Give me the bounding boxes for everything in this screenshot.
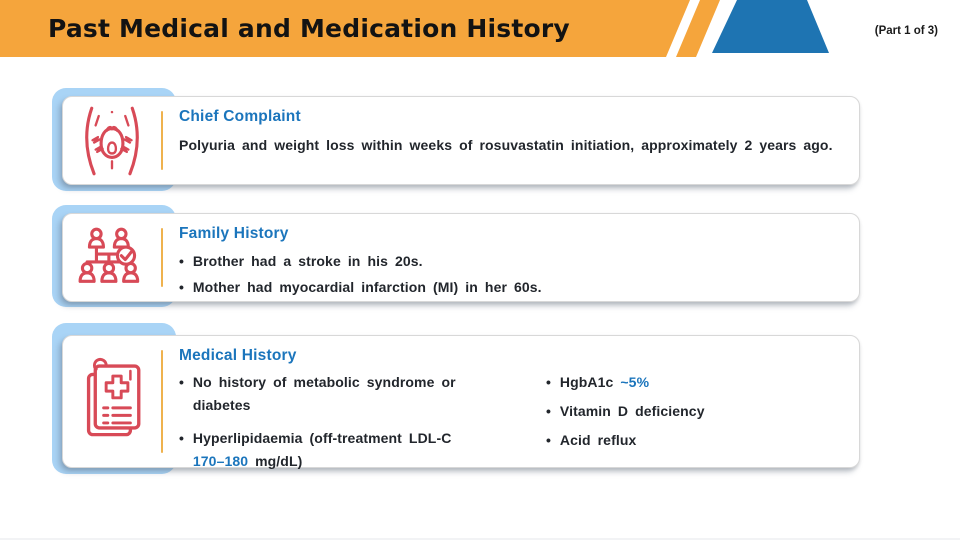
family-history-list bbox=[179, 248, 839, 300]
text-pre: No history of metabolic syndrome or diabetes bbox=[192, 374, 456, 413]
card-content bbox=[163, 214, 859, 301]
family-history-card bbox=[62, 213, 860, 302]
card-icon-zone bbox=[63, 336, 161, 467]
family-tree-icon bbox=[73, 223, 151, 293]
card-heading: Medical History bbox=[179, 347, 297, 364]
bullet-marker: • bbox=[546, 432, 551, 448]
list-item bbox=[179, 248, 839, 274]
list-item bbox=[179, 274, 839, 300]
list-item bbox=[546, 400, 839, 423]
list-item bbox=[179, 371, 546, 417]
list-item-text bbox=[193, 427, 465, 473]
bullet-marker: • bbox=[179, 430, 184, 446]
list-item bbox=[179, 427, 546, 473]
card-content bbox=[163, 97, 859, 184]
text-post: mg/dL) bbox=[248, 453, 303, 469]
highlight-value: ~5% bbox=[620, 374, 650, 390]
medical-history-right-column bbox=[546, 371, 839, 483]
list-item-text bbox=[560, 371, 649, 394]
list-item-text bbox=[560, 400, 705, 423]
text-pre: Vitamin D deficiency bbox=[559, 403, 705, 419]
header bbox=[0, 0, 960, 57]
list-item-text bbox=[560, 429, 636, 452]
bullet-marker: • bbox=[179, 374, 184, 390]
medical-report-icon bbox=[70, 356, 154, 448]
bullet-marker: • bbox=[179, 253, 184, 269]
bullet-marker: • bbox=[546, 374, 551, 390]
bullet-marker: • bbox=[546, 403, 551, 419]
list-item-text: Brother had a stroke in his 20s. bbox=[192, 253, 423, 269]
text-pre: Hyperlipidaemia (off-treatment LDL-C bbox=[192, 430, 452, 446]
page-title: Past Medical and Medication History bbox=[48, 14, 570, 43]
text-pre: HgbA1c bbox=[559, 374, 621, 390]
list-item bbox=[546, 371, 839, 394]
chief-complaint-card bbox=[62, 96, 860, 185]
bladder-pelvis-icon bbox=[73, 102, 151, 180]
bullet-marker: • bbox=[179, 279, 184, 295]
text-pre: Acid reflux bbox=[559, 432, 637, 448]
highlight-value: 170–180 bbox=[192, 453, 249, 469]
medical-history-card bbox=[62, 335, 860, 468]
list-item-text: Mother had myocardial infarction (MI) in her 60s. bbox=[192, 279, 542, 295]
card-icon-zone bbox=[63, 97, 161, 184]
part-indicator: (Part 1 of 3) bbox=[874, 25, 938, 37]
medical-history-left-column bbox=[179, 371, 546, 483]
chief-complaint-text: Polyuria and weight loss within weeks of rosuvastatin initiation, approximately 2 years ago. bbox=[179, 137, 833, 153]
card-heading: Chief Complaint bbox=[179, 108, 301, 125]
card-icon-zone bbox=[63, 214, 161, 301]
list-item-text bbox=[193, 371, 465, 417]
medical-history-columns bbox=[179, 371, 839, 483]
card-heading: Family History bbox=[179, 225, 289, 242]
list-item bbox=[546, 429, 839, 452]
card-content bbox=[163, 336, 859, 467]
